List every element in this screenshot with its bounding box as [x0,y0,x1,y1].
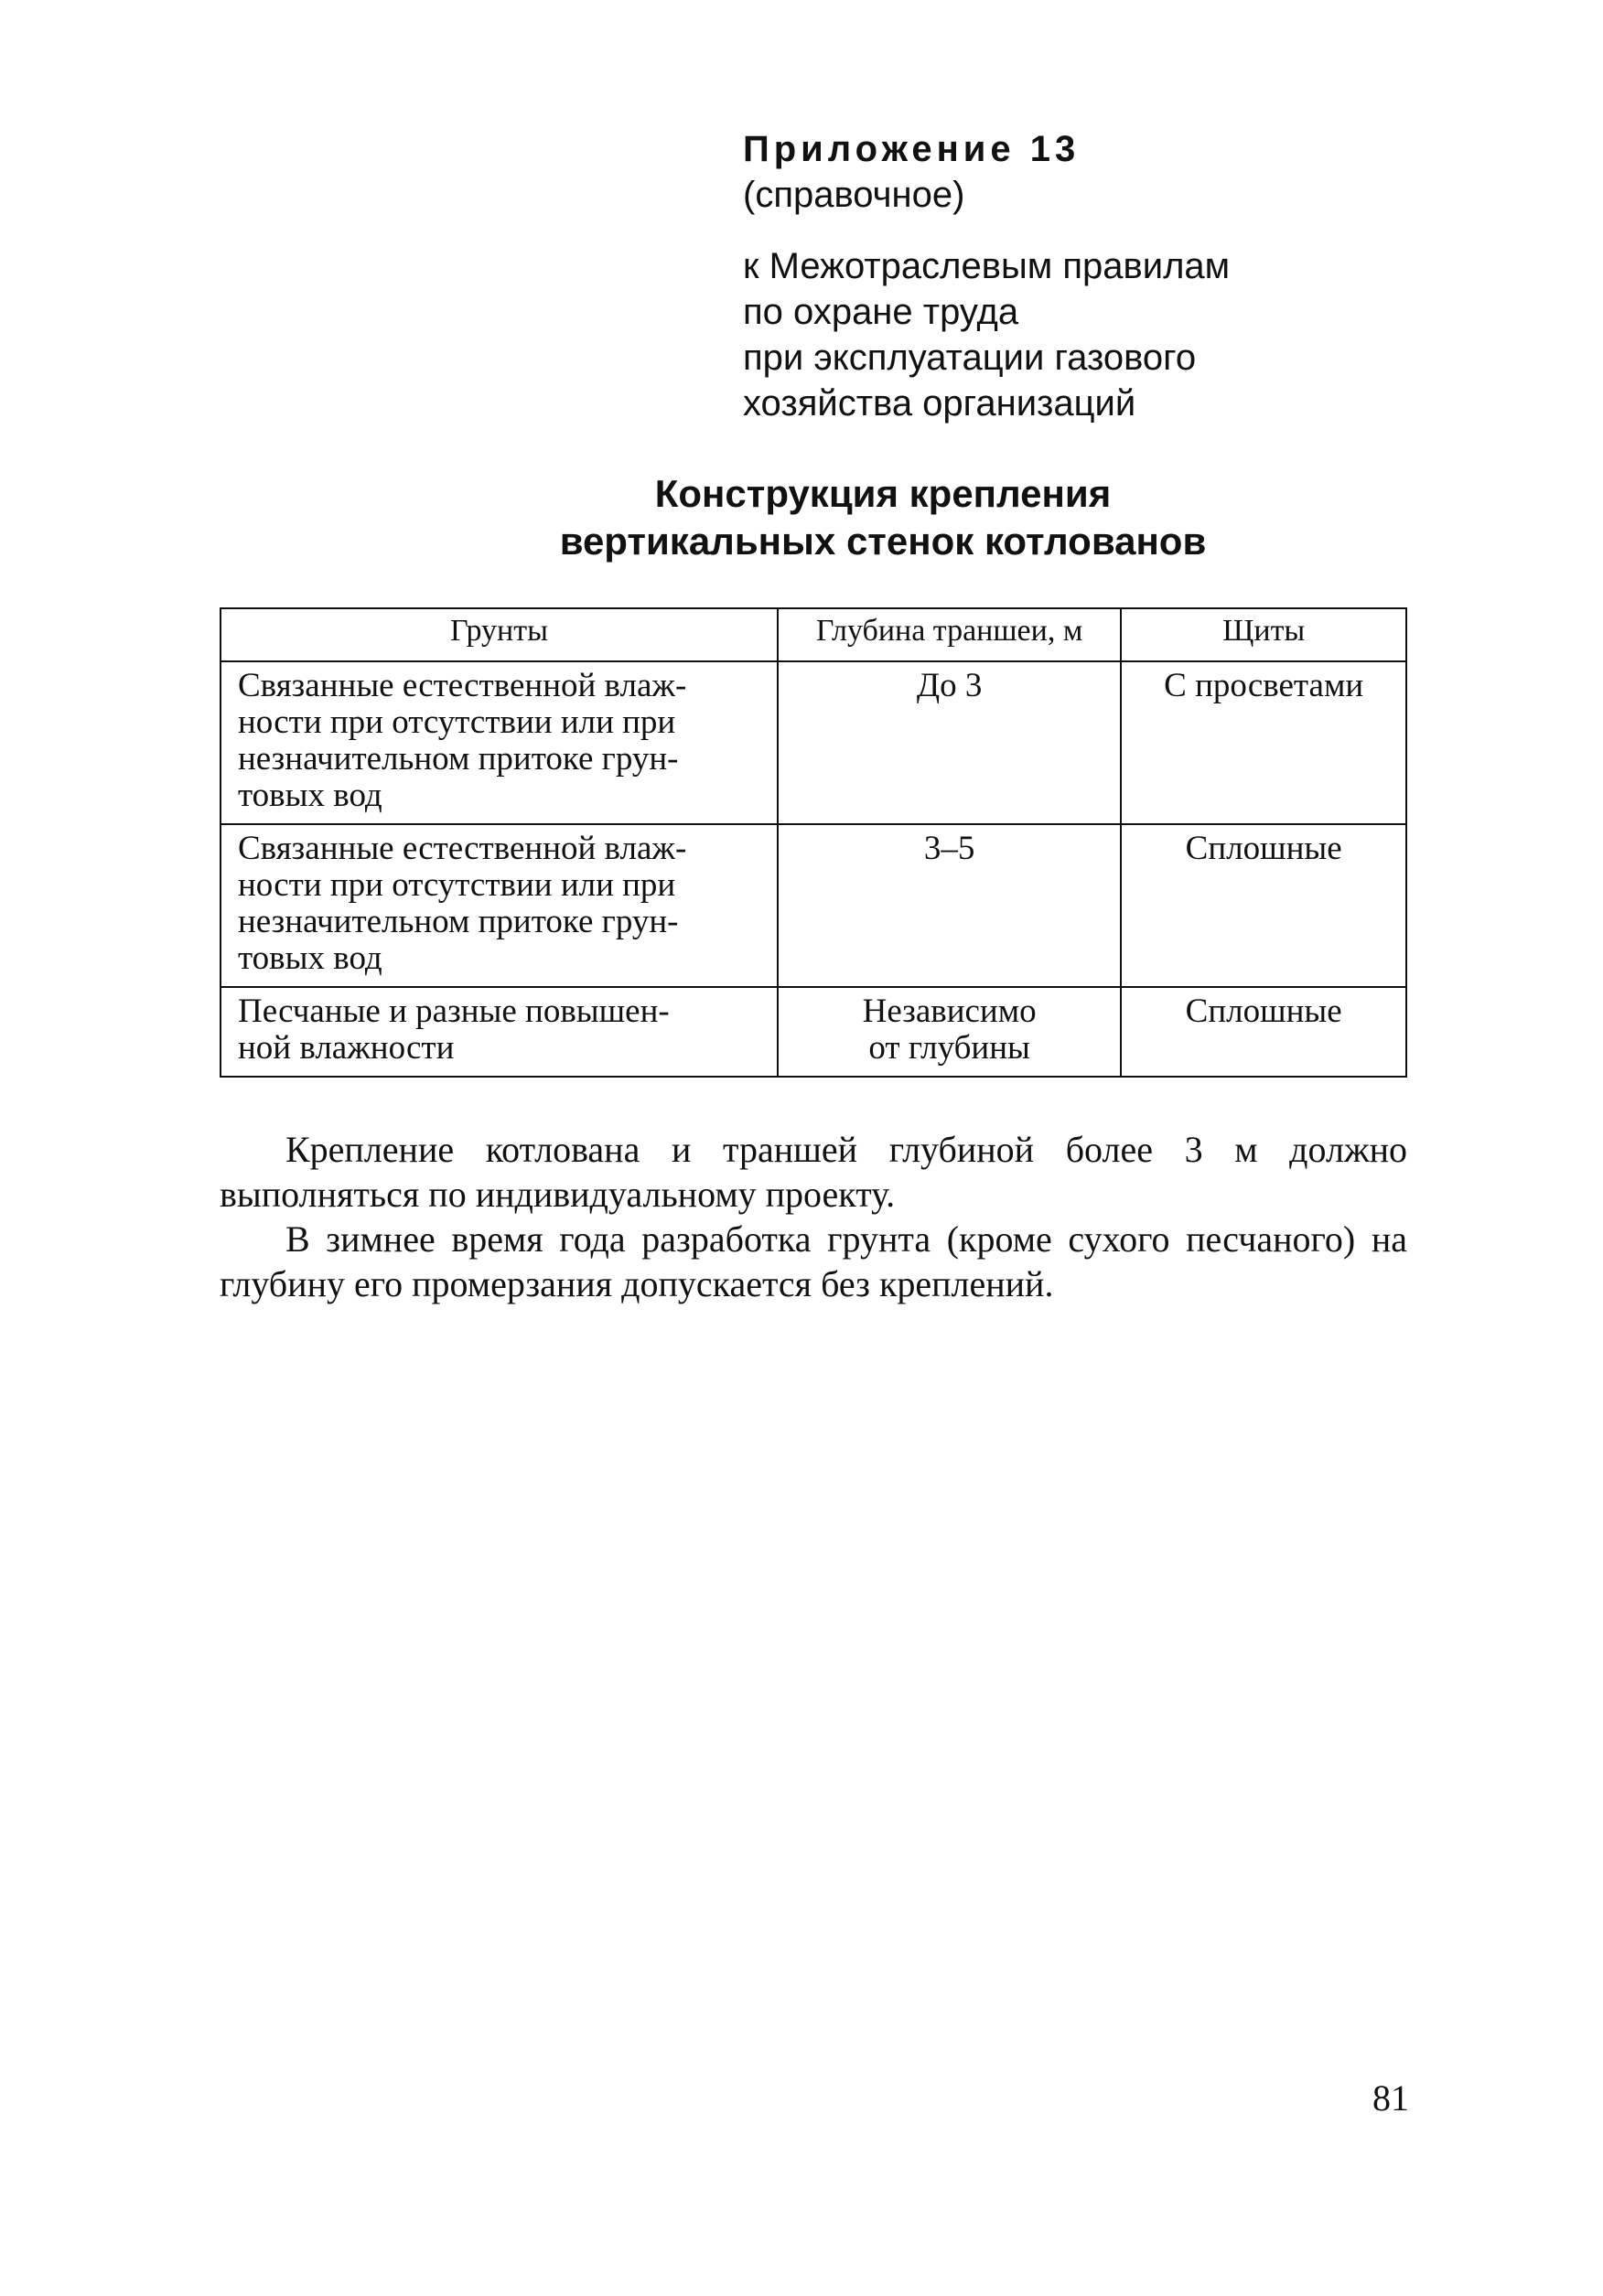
table-row [221,824,1406,987]
soil-line: незначительном притоке грун- [238,903,679,940]
appendix-block [743,126,1438,426]
column-header-shields: Щиты [1121,608,1406,661]
soil-cell [221,661,778,824]
depth-line: 3–5 [923,830,975,867]
soil-line: ной влажности [238,1029,455,1067]
appendix-reference [743,243,1438,426]
depth-line: До 3 [916,667,983,704]
heading-line: Конструкция крепления [654,472,1112,515]
depth-line: от глубины [868,1029,1030,1067]
soil-cell [221,987,778,1077]
column-header-depth: Глубина траншеи, м [778,608,1121,661]
heading-line: вертикальных стенок котлованов [559,520,1207,563]
paragraph: В зимнее время года разработка грунта (кроме сухого песчаного) на глубину его промерзания допускается без креплений. [220,1218,1407,1304]
reference-line: по охране труда [743,292,1019,332]
depth-cell [778,824,1121,987]
soil-cell [221,824,778,987]
shields-cell: Сплошные [1121,824,1406,987]
soil-line: незначительном притоке грун- [238,740,679,778]
table-header-row [221,608,1406,661]
soil-line: ности при отсутствии или при [238,703,676,741]
reference-line: к Межотраслевым правилам [743,246,1231,286]
column-header-soils: Грунты [221,608,778,661]
appendix-subtitle: (справочное) [743,175,965,215]
soil-shoring-table [220,607,1407,1078]
reference-line: хозяйства организаций [743,383,1136,424]
soil-line: Песчаные и разные повышен- [238,992,670,1030]
page-number: 81 [1372,2077,1409,2119]
depth-line: Независимо [862,992,1037,1030]
paragraph: Крепление котлована и траншей глубиной более 3 м должно выполняться по индивидуальному проекту. [220,1129,1407,1215]
body-text [220,1127,1407,1306]
appendix-title: Приложение 13 [743,129,1081,169]
section-heading [384,470,1382,565]
soil-line: Связанные естественной влаж- [238,667,687,704]
soil-line: ности при отсутствии или при [238,866,676,904]
soil-line: товых вод [238,939,382,977]
table-row [221,661,1406,824]
reference-line: при эксплуатации газового [743,338,1197,378]
depth-cell [778,661,1121,824]
soil-line: Связанные естественной влаж- [238,830,687,867]
shields-cell: Сплошные [1121,987,1406,1077]
depth-cell [778,987,1121,1077]
soil-line: товых вод [238,777,382,814]
table-row [221,987,1406,1077]
shields-cell: С просветами [1121,661,1406,824]
